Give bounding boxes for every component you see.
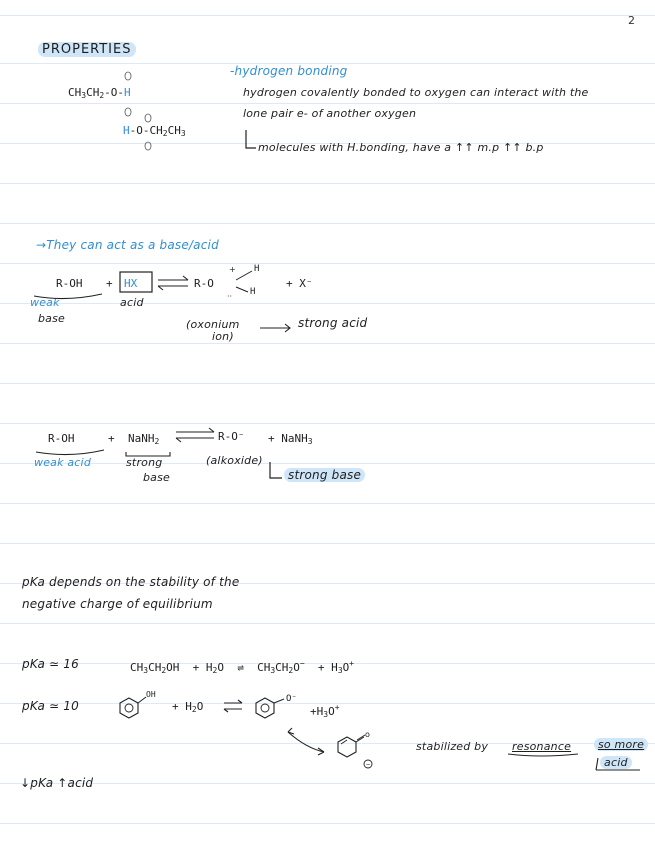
rxn2-label-strong: strong [126, 456, 163, 469]
phenol-ring-icon [120, 697, 146, 718]
rxn1-label-base: base [38, 312, 66, 325]
rxn1-product2: + X⁻ [286, 277, 313, 290]
section-title: PROPERTIES [38, 42, 136, 57]
svg-text:··: ·· [227, 292, 233, 301]
rxn1-label-weak: weak [30, 296, 60, 309]
resonance-label: resonance [512, 740, 572, 753]
rxn1-h-bottom: H [250, 287, 256, 297]
rxn1-plus: + [106, 277, 113, 290]
rxn2-reactant1: R-OH [48, 432, 75, 445]
resonance-ring-icon [338, 730, 372, 769]
rxn1-product1: R-O [194, 277, 214, 290]
rxn2-product1: R-O⁻ [218, 430, 245, 443]
svg-text:−: − [365, 761, 371, 769]
rxn1-reactant2: HX [124, 277, 138, 290]
rxn1-oxonium: (oxonium [186, 318, 240, 331]
ethanol-molecule-2: $H-O-CH_2CH_3$ [123, 124, 186, 138]
ethanol-molecule-1 [68, 86, 131, 100]
hook-arrow-icon [270, 462, 282, 478]
hbond-line-3: molecules with H.bonding, have a ↑↑ m.p ↑↑ b.p [258, 141, 544, 154]
pka-acid-footer: ↓pKa ↑acid [20, 776, 94, 790]
pka2-o-minus: O⁻ [286, 694, 297, 704]
arrow-right-icon [209, 428, 214, 432]
arrow-icon [288, 728, 294, 734]
ethanol-1-hydrogen: H [124, 86, 131, 99]
phenoxide-ring-icon [256, 698, 284, 718]
rxn2-product2: + NaNH$_3$ [268, 432, 313, 446]
arrow-left-icon [176, 438, 181, 442]
acid-label: acid [600, 756, 632, 769]
rxn2-reactant2: NaNH$_2$ [128, 432, 160, 446]
arrow-left-icon [158, 286, 163, 290]
pka2-plus-water: + $H_2O$ [172, 700, 204, 714]
hbond-line-1: hydrogen covalently bonded to oxygen can interact with the [243, 86, 589, 99]
acid-base-heading: →They can act as a base/acid [36, 238, 219, 252]
rxn1-ion: ion) [212, 330, 234, 343]
so-more-label: so more [594, 738, 648, 751]
svg-text:o: o [365, 730, 370, 739]
hbond-heading: -hydrogen bonding [230, 64, 348, 78]
rxn2-strong-base: strong base [284, 468, 365, 482]
rxn2-label-weak-acid: weak acid [34, 456, 91, 469]
hook-arrow-icon [246, 130, 256, 148]
rxn1-reactant1: R-OH [56, 277, 83, 290]
rxn2-label-base: base [143, 471, 171, 484]
rxn1-strong-acid: strong acid [298, 316, 368, 330]
pka-note-line-2: negative charge of equilibrium [22, 597, 213, 611]
pka2-label: pKa ≃ 10 [22, 699, 79, 713]
hbond-line-2: lone pair e- of another oxygen [243, 107, 417, 120]
page-number: 2 [628, 14, 635, 27]
ethanol-formula-1: $CH_3CH_2-O-$ [68, 86, 125, 100]
pka2-plus-h3o: $+H_3O^+$ [310, 703, 340, 719]
lone-pair-mark [125, 108, 131, 116]
pka1-label: pKa ≃ 16 [22, 657, 79, 671]
rxn2-alkoxide: (alkoxide) [206, 454, 263, 467]
stabilized-prefix: stabilized by [416, 740, 489, 753]
pka1-equation: $CH_3CH_2OH + H_2O$ ⇌ $CH_3CH_2O^- + H_3O^+$ [130, 659, 355, 675]
arrow-right-icon [285, 324, 290, 332]
lone-pair-mark [145, 142, 151, 150]
rxn1-h-top: H [254, 264, 260, 274]
pka-note-line-1: pKa depends on the stability of the [22, 575, 240, 589]
arrow-right-icon: → [36, 238, 47, 252]
svg-text:+: + [229, 265, 236, 274]
arrow-icon [318, 748, 324, 755]
rxn1-label-acid: acid [120, 296, 144, 309]
rxn2-plus: + [108, 432, 115, 445]
pka2-oh: OH [146, 690, 156, 699]
arrow-right-icon [183, 276, 188, 280]
lone-pair-mark [145, 114, 151, 122]
lone-pair-mark [125, 72, 131, 80]
